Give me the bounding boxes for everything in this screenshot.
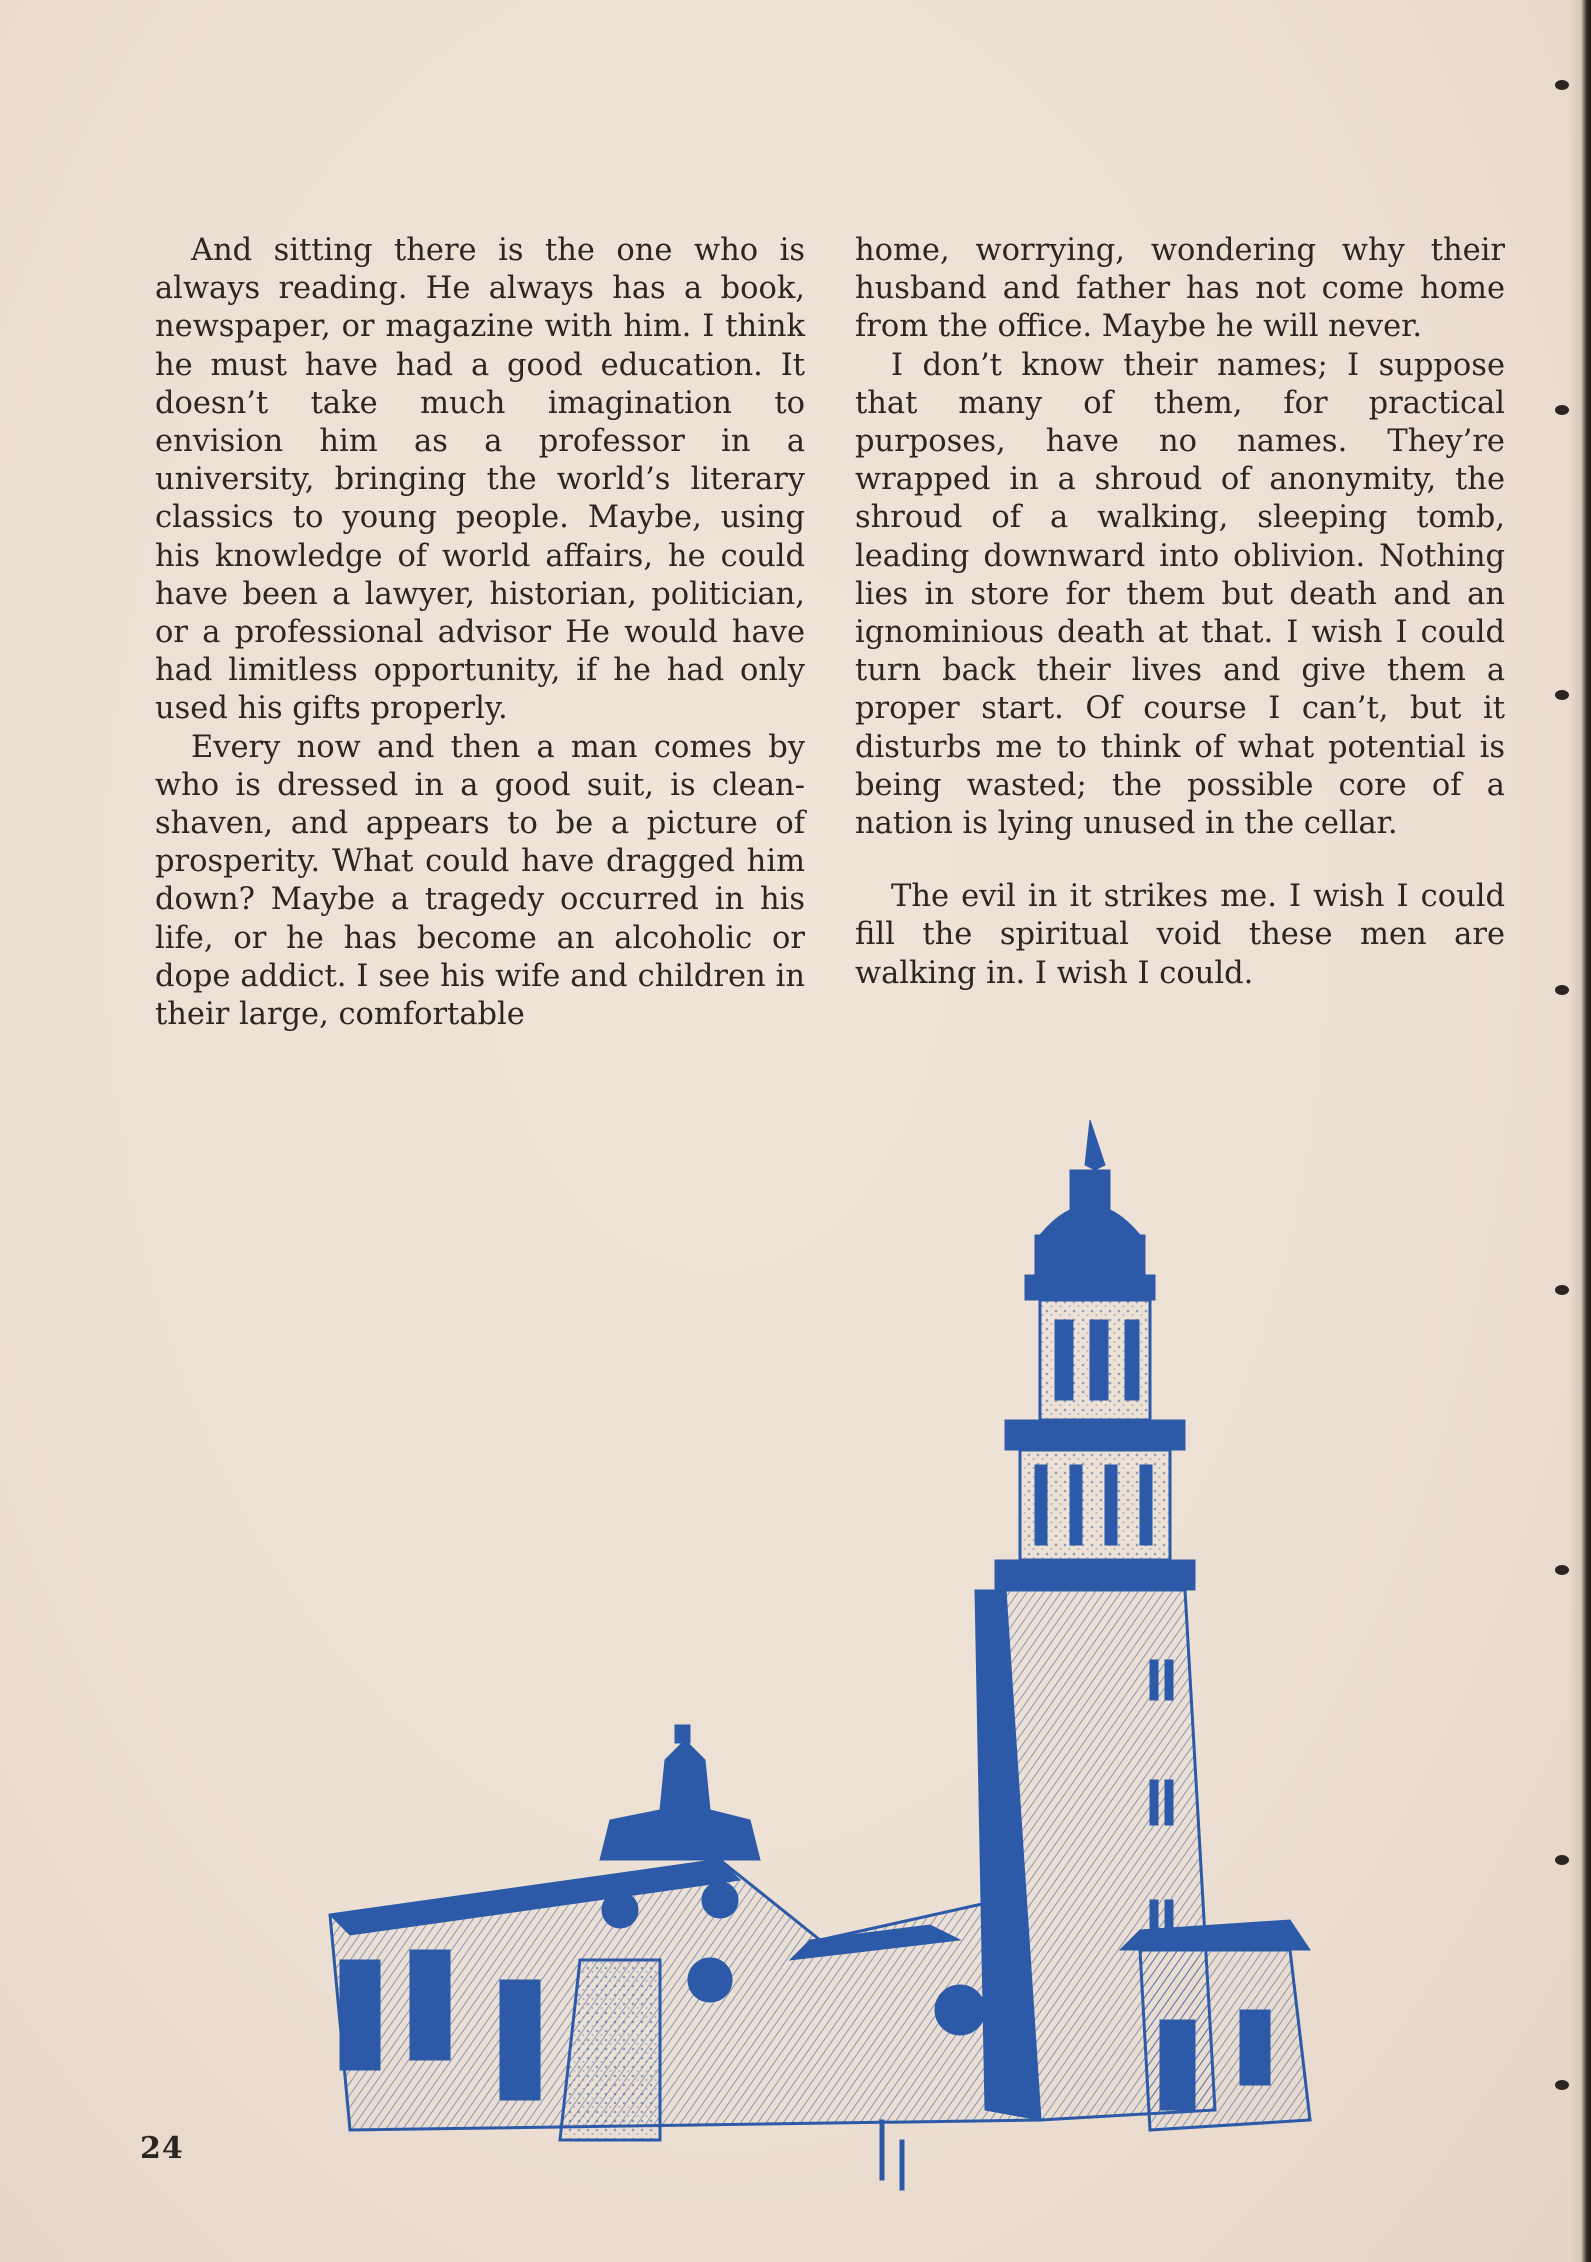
paragraph: And sitting there is the one who is always reading. He always has a book, newspaper, or magazine with him. I think he must have had a good education. It doesn’t take much imagination to envision him as a professor in a university, bringing the world’s literary classics to young people. Maybe, using his knowledge of world affairs, he could have been a lawyer, historian, politician, or a professional advisor He would have had limitless opportunity, if he had only used his gifts properly.	[155, 233, 805, 727]
paragraph: Every now and then a man comes by who is dressed in a good suit, is clean-shaven, and appears to be a picture of prosperity. What could have dragged him down? Maybe a tragedy occurred in his life, or he has become an alcoholic or dope addict. I see his wife and children in their large, comfortable	[155, 729, 805, 1033]
binding-hole	[1555, 1855, 1569, 1865]
page-number: 24	[140, 2131, 184, 2166]
binding-hole	[1555, 1565, 1569, 1575]
binding-hole	[1555, 1285, 1569, 1295]
paragraph: home, worrying, wondering why their husband and father has not come home from the office. Maybe he will never.	[855, 233, 1505, 345]
left-column	[155, 232, 805, 1034]
paragraph: The evil in it strikes me. I wish I could fill the spiritual void these men are walking in. I wish I could.	[855, 879, 1505, 991]
page-edge	[1569, 0, 1591, 2262]
binding-hole	[1555, 80, 1569, 90]
binding-hole	[1555, 2080, 1569, 2090]
church-illustration	[280, 1120, 1360, 2200]
binding-hole	[1555, 405, 1569, 415]
right-column	[855, 232, 1505, 993]
paragraph: I don’t know their names; I suppose that many of them, for practical purposes, have no names. They’re wrapped in a shroud of anonymity, the shroud of a walking, sleeping tomb, leading downward into oblivion. Nothing lies in store for them but death and an ignominious death at that. I wish I could turn back their lives and give them a proper start. Of course I can’t, but it disturbs me to think of what potential is being wasted; the possible core of a nation is lying unused in the cellar.	[855, 347, 1505, 842]
binding-hole	[1555, 690, 1569, 700]
binding-hole	[1555, 985, 1569, 995]
